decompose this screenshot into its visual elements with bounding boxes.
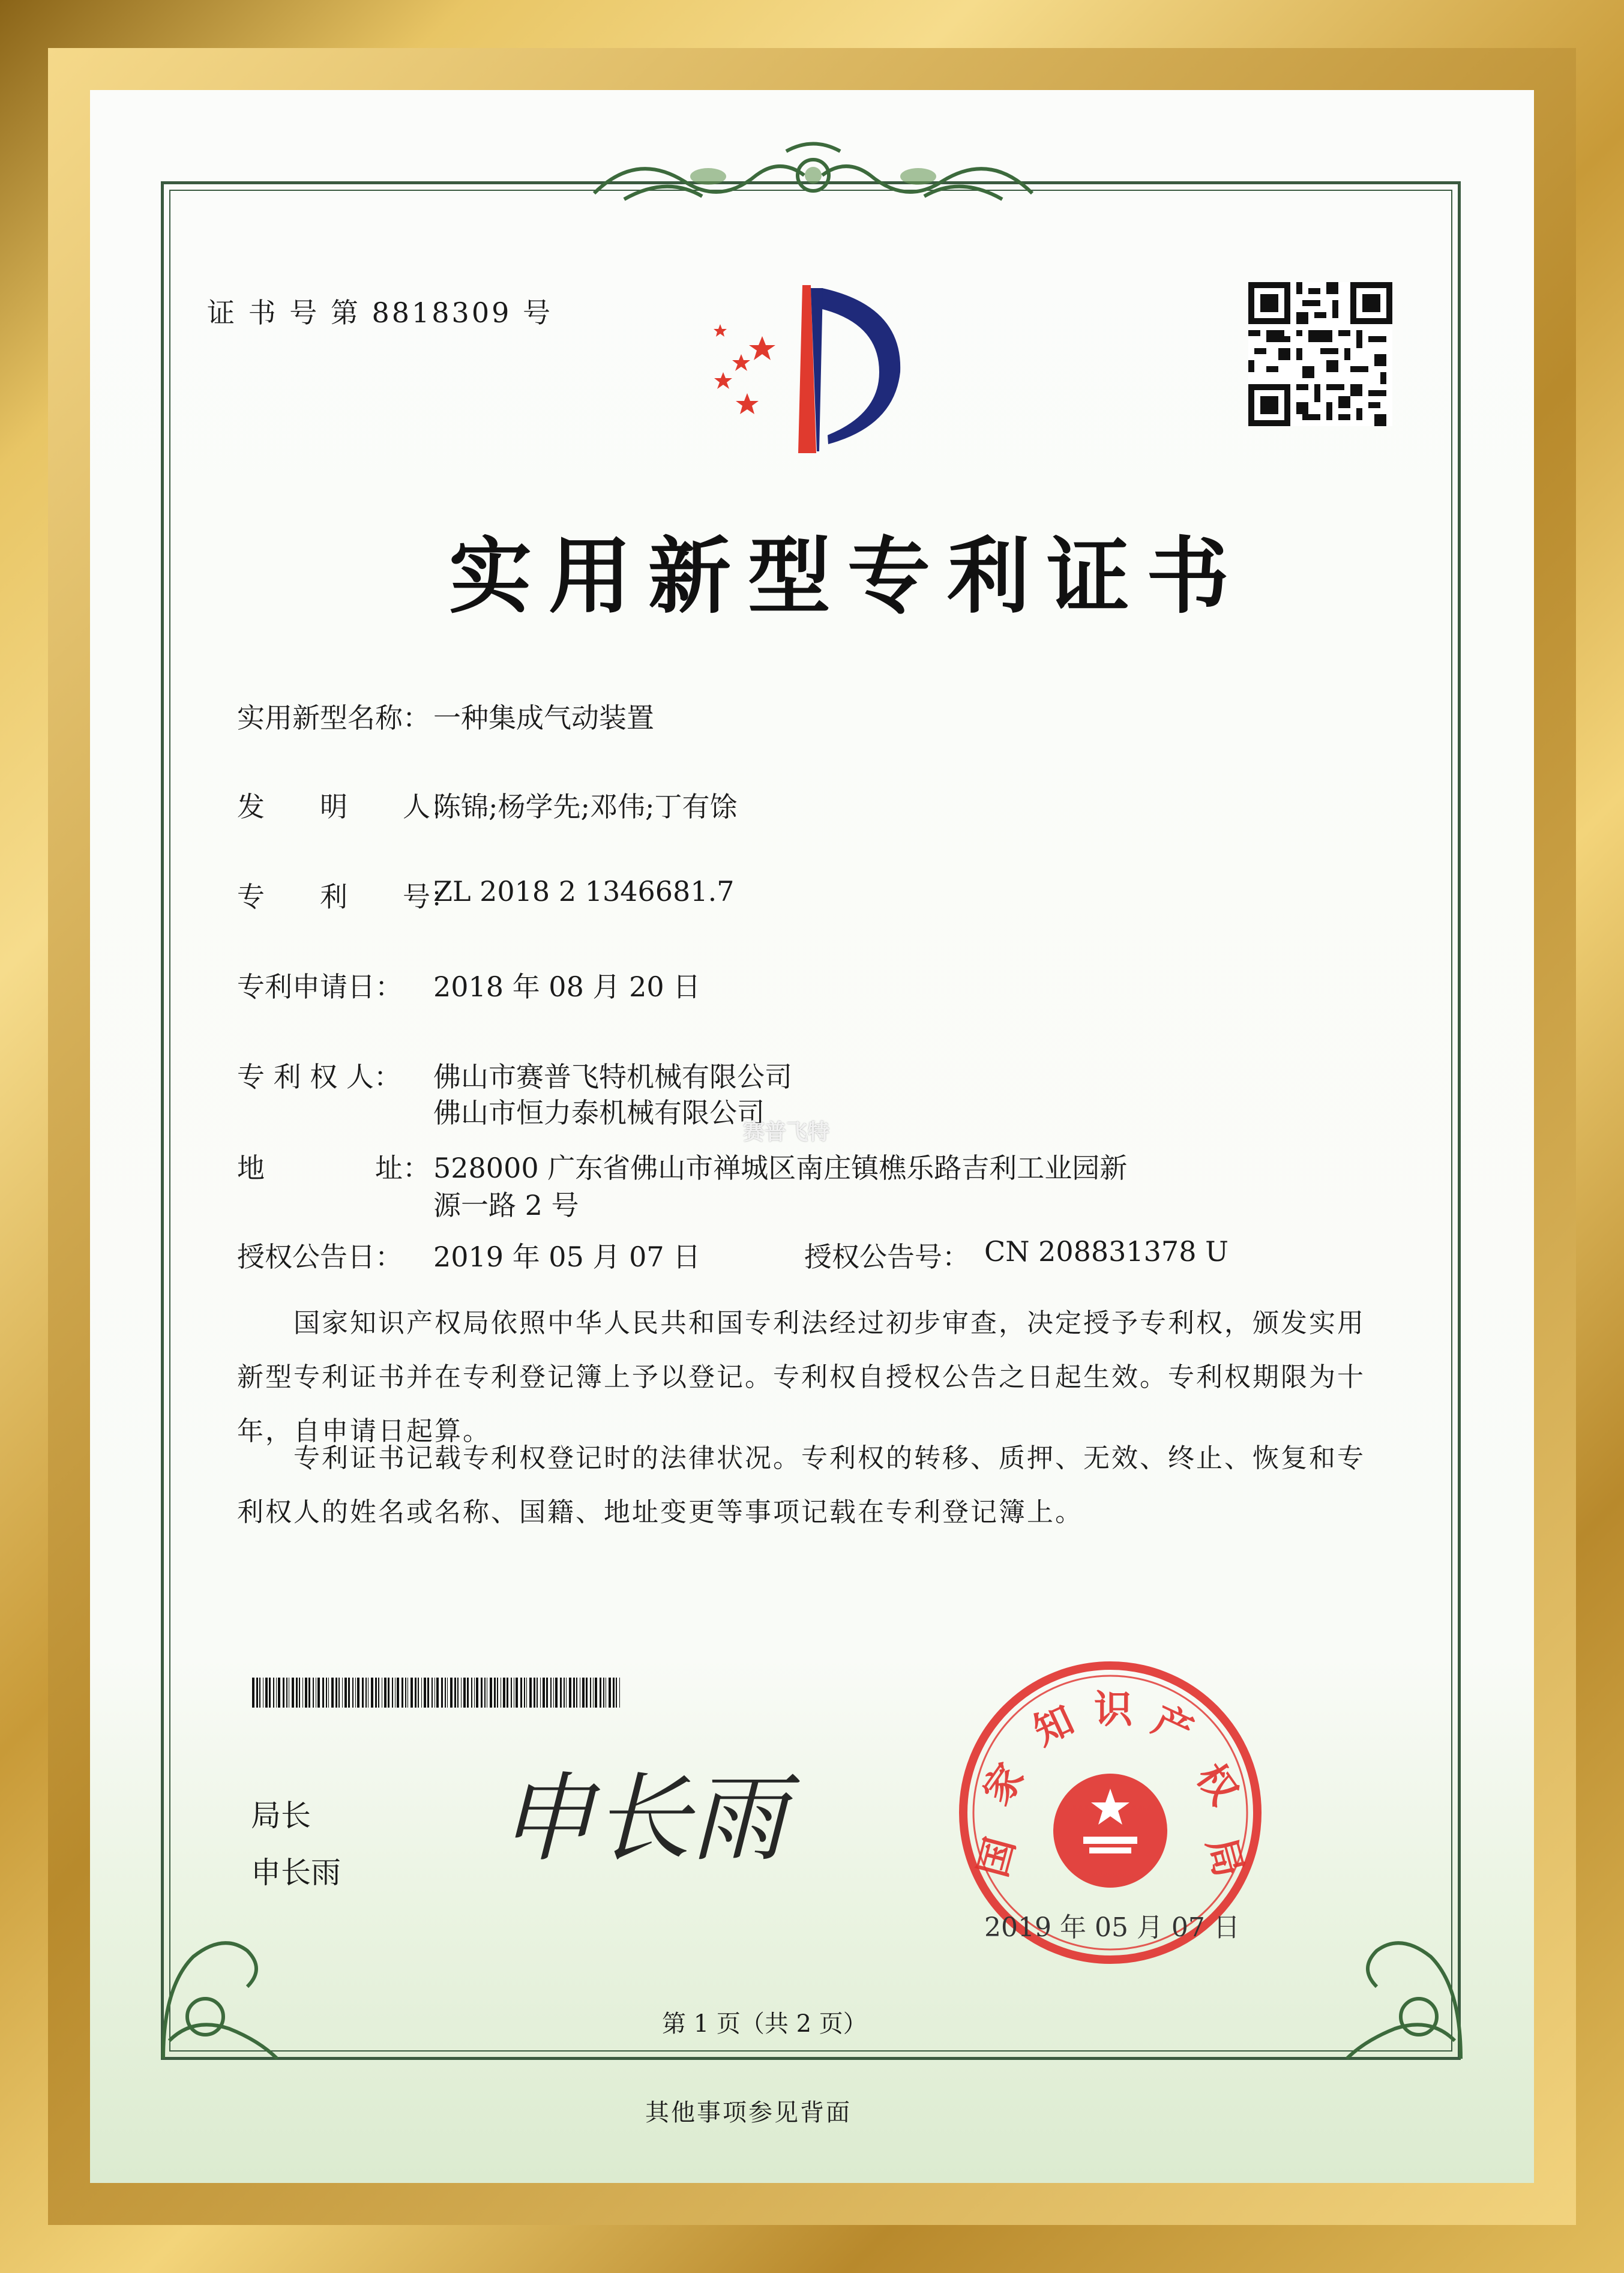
barcode-bar: [299, 1678, 300, 1708]
svg-text:产: 产: [1146, 1697, 1200, 1755]
barcode-bar: [540, 1678, 541, 1708]
barcode-bar: [302, 1678, 303, 1708]
barcode-bar: [357, 1678, 359, 1708]
barcode-bar: [313, 1678, 314, 1708]
barcode-bar: [476, 1678, 478, 1708]
inventor-value: 陈锦;杨学先;邓伟;丁有馀: [433, 790, 738, 823]
barcode-bar: [296, 1678, 298, 1708]
barcode-bar: [276, 1678, 277, 1708]
barcode-bar: [305, 1678, 307, 1708]
director-name: 申长雨: [251, 1855, 341, 1890]
address-value-1: 528000 广东省佛山市禅城区南庄镇樵乐路吉利工业园新: [433, 1152, 1128, 1184]
body-paragraph-1: 国家知识产权局依照中华人民共和国专利法经过初步审查，决定授予专利权，颁发实用新型专利证书并在专利登记簿上予以登记。专利权自授权公告之日起生效。专利权期限为十年，自申请日起算。: [237, 1308, 1365, 1447]
barcode-bar: [292, 1678, 294, 1708]
grant-number-value: CN 208831378 U: [984, 1235, 1229, 1268]
barcode-bar: [461, 1678, 462, 1708]
barcode-bar: [511, 1678, 512, 1708]
barcode-bar: [427, 1678, 429, 1708]
barcode-bar: [252, 1678, 254, 1708]
barcode-bar: [362, 1678, 364, 1708]
barcode-bar: [600, 1678, 601, 1708]
barcode-bar: [259, 1678, 260, 1708]
barcode-bar: [256, 1678, 258, 1708]
barcode-bar: [342, 1678, 343, 1708]
owner-label: 专 利 权 人：: [237, 1061, 401, 1093]
barcode-bar: [371, 1678, 373, 1708]
barcode-bar: [348, 1678, 350, 1708]
barcode-bar: [401, 1678, 403, 1708]
barcode-bar: [378, 1678, 379, 1708]
grant-date-value: 2019 年 05 月 07 日: [433, 1241, 701, 1273]
svg-text:家: 家: [975, 1756, 1033, 1813]
barcode-bar: [590, 1678, 591, 1708]
svg-text:国: 国: [970, 1833, 1024, 1882]
patent-number-value: ZL 2018 2 1346681.7: [433, 875, 735, 908]
body-paragraph-2: 专利证书记载专利权登记时的法律状况。专利权的转移、质押、无效、终止、恢复和专利权人的姓名或名称、国籍、地址变更等事项记载在专利登记簿上。: [237, 1443, 1365, 1528]
barcode-bar: [405, 1678, 406, 1708]
svg-text:权: 权: [1187, 1756, 1246, 1813]
barcode-bar: [546, 1678, 548, 1708]
barcode-bar: [619, 1678, 620, 1708]
barcode-bar: [424, 1678, 426, 1708]
grant-number-label: 授权公告号：: [804, 1241, 970, 1273]
barcode-bar: [269, 1678, 271, 1708]
barcode-bar: [457, 1678, 459, 1708]
barcode-bar: [326, 1678, 327, 1708]
barcode-bar: [507, 1678, 508, 1708]
barcode-bar: [286, 1678, 287, 1708]
barcode-bar: [524, 1678, 525, 1708]
barcode-bar: [388, 1678, 389, 1708]
barcode-bar: [283, 1678, 284, 1708]
apply-date-label: 专利申请日：: [237, 971, 403, 1003]
barcode-bar: [474, 1678, 475, 1708]
director-title: 局长: [251, 1798, 311, 1833]
barcode-bar: [560, 1678, 562, 1708]
svg-text:申长雨: 申长雨: [498, 1762, 787, 1874]
back-note: 其他事项参见背面: [645, 2099, 852, 2127]
barcode-bar: [471, 1678, 472, 1708]
barcode-bar: [582, 1678, 585, 1708]
address-label: 地 址：: [237, 1152, 430, 1184]
barcode-bar: [273, 1678, 274, 1708]
name-label: 实用新型名称：: [237, 702, 430, 734]
patent-number-label: 专 利 号：: [237, 881, 458, 913]
barcode-bar: [317, 1678, 320, 1708]
barcode-bar: [432, 1678, 433, 1708]
barcode-bar: [331, 1678, 334, 1708]
bottom-right-ornament-icon: [1335, 1897, 1467, 2065]
barcode-bar: [355, 1678, 356, 1708]
barcode-bar: [543, 1678, 545, 1708]
barcode-bar: [450, 1678, 453, 1708]
barcode-bar: [415, 1678, 417, 1708]
barcode-bar: [436, 1678, 439, 1708]
barcode-bar: [352, 1678, 353, 1708]
barcode-bar: [418, 1678, 419, 1708]
barcode-bar: [384, 1678, 386, 1708]
barcode-bar: [613, 1678, 615, 1708]
address-value-2: 源一路 2 号: [433, 1189, 579, 1221]
barcode-bar: [503, 1678, 505, 1708]
barcode-bar: [441, 1678, 443, 1708]
barcode-bar: [534, 1678, 535, 1708]
barcode-bar: [463, 1678, 466, 1708]
barcode-bar: [529, 1678, 532, 1708]
owner-value-2: 佛山市恒力泰机械有限公司: [433, 1097, 765, 1129]
certificate-title: 实用新型专利证书: [449, 527, 1247, 625]
barcode-bar: [454, 1678, 456, 1708]
inventor-label: 发 明 人：: [237, 790, 458, 823]
barcode-bar: [550, 1678, 552, 1708]
barcode-bar: [322, 1678, 324, 1708]
barcode-bar: [564, 1678, 565, 1708]
barcode-bar: [494, 1678, 496, 1708]
barcode-bar: [569, 1678, 571, 1708]
barcode-bar: [526, 1678, 527, 1708]
barcode-bar: [586, 1678, 588, 1708]
barcode-bar: [616, 1678, 617, 1708]
barcode-bar: [520, 1678, 522, 1708]
cnipa-logo-icon: [699, 282, 927, 456]
svg-text:知: 知: [1027, 1697, 1081, 1755]
barcode-bar: [484, 1678, 486, 1708]
barcode-icon: [252, 1678, 624, 1708]
barcode-bar: [467, 1678, 469, 1708]
seal-date: 2019 年 05 月 07 日: [984, 1912, 1240, 1943]
barcode-bar: [481, 1678, 483, 1708]
barcode-bar: [490, 1678, 492, 1708]
barcode-bar: [335, 1678, 337, 1708]
barcode-bar: [553, 1678, 554, 1708]
barcode-bar: [555, 1678, 558, 1708]
name-value: 一种集成气动装置: [433, 702, 654, 734]
barcode-bar: [308, 1678, 310, 1708]
barcode-bar: [497, 1678, 498, 1708]
handwritten-signature: [492, 1756, 804, 1876]
barcode-bar: [421, 1678, 422, 1708]
barcode-bar: [609, 1678, 611, 1708]
barcode-bar: [411, 1678, 413, 1708]
barcode-bar: [375, 1678, 377, 1708]
barcode-bar: [265, 1678, 268, 1708]
apply-date-value: 2018 年 08 月 20 日: [433, 971, 701, 1003]
barcode-bar: [573, 1678, 575, 1708]
barcode-bar: [593, 1678, 594, 1708]
svg-text:识: 识: [1094, 1688, 1132, 1732]
watermark: 赛普飞特: [743, 1120, 830, 1145]
bottom-left-ornament-icon: [157, 1897, 289, 2065]
barcode-bar: [576, 1678, 577, 1708]
barcode-bar: [447, 1678, 448, 1708]
barcode-bar: [445, 1678, 446, 1708]
qr-code-icon: [1248, 282, 1392, 426]
certificate-number: 证 书 号 第 8818309 号: [207, 297, 553, 329]
owner-value-1: 佛山市赛普飞特机械有限公司: [433, 1061, 792, 1093]
top-ornament-icon: [588, 139, 1038, 223]
barcode-bar: [328, 1678, 329, 1708]
barcode-bar: [537, 1678, 538, 1708]
barcode-bar: [278, 1678, 280, 1708]
barcode-bar: [365, 1678, 367, 1708]
svg-text:局: 局: [1198, 1833, 1251, 1882]
barcode-bar: [338, 1678, 340, 1708]
barcode-bar: [516, 1678, 518, 1708]
grant-date-label: 授权公告日：: [237, 1241, 403, 1273]
barcode-bar: [566, 1678, 567, 1708]
page-indicator: 第 1 页（共 2 页）: [662, 2010, 867, 2038]
barcode-bar: [595, 1678, 597, 1708]
barcode-bar: [392, 1678, 393, 1708]
barcode-bar: [344, 1678, 347, 1708]
barcode-bar: [397, 1678, 399, 1708]
barcode-bar: [603, 1678, 604, 1708]
